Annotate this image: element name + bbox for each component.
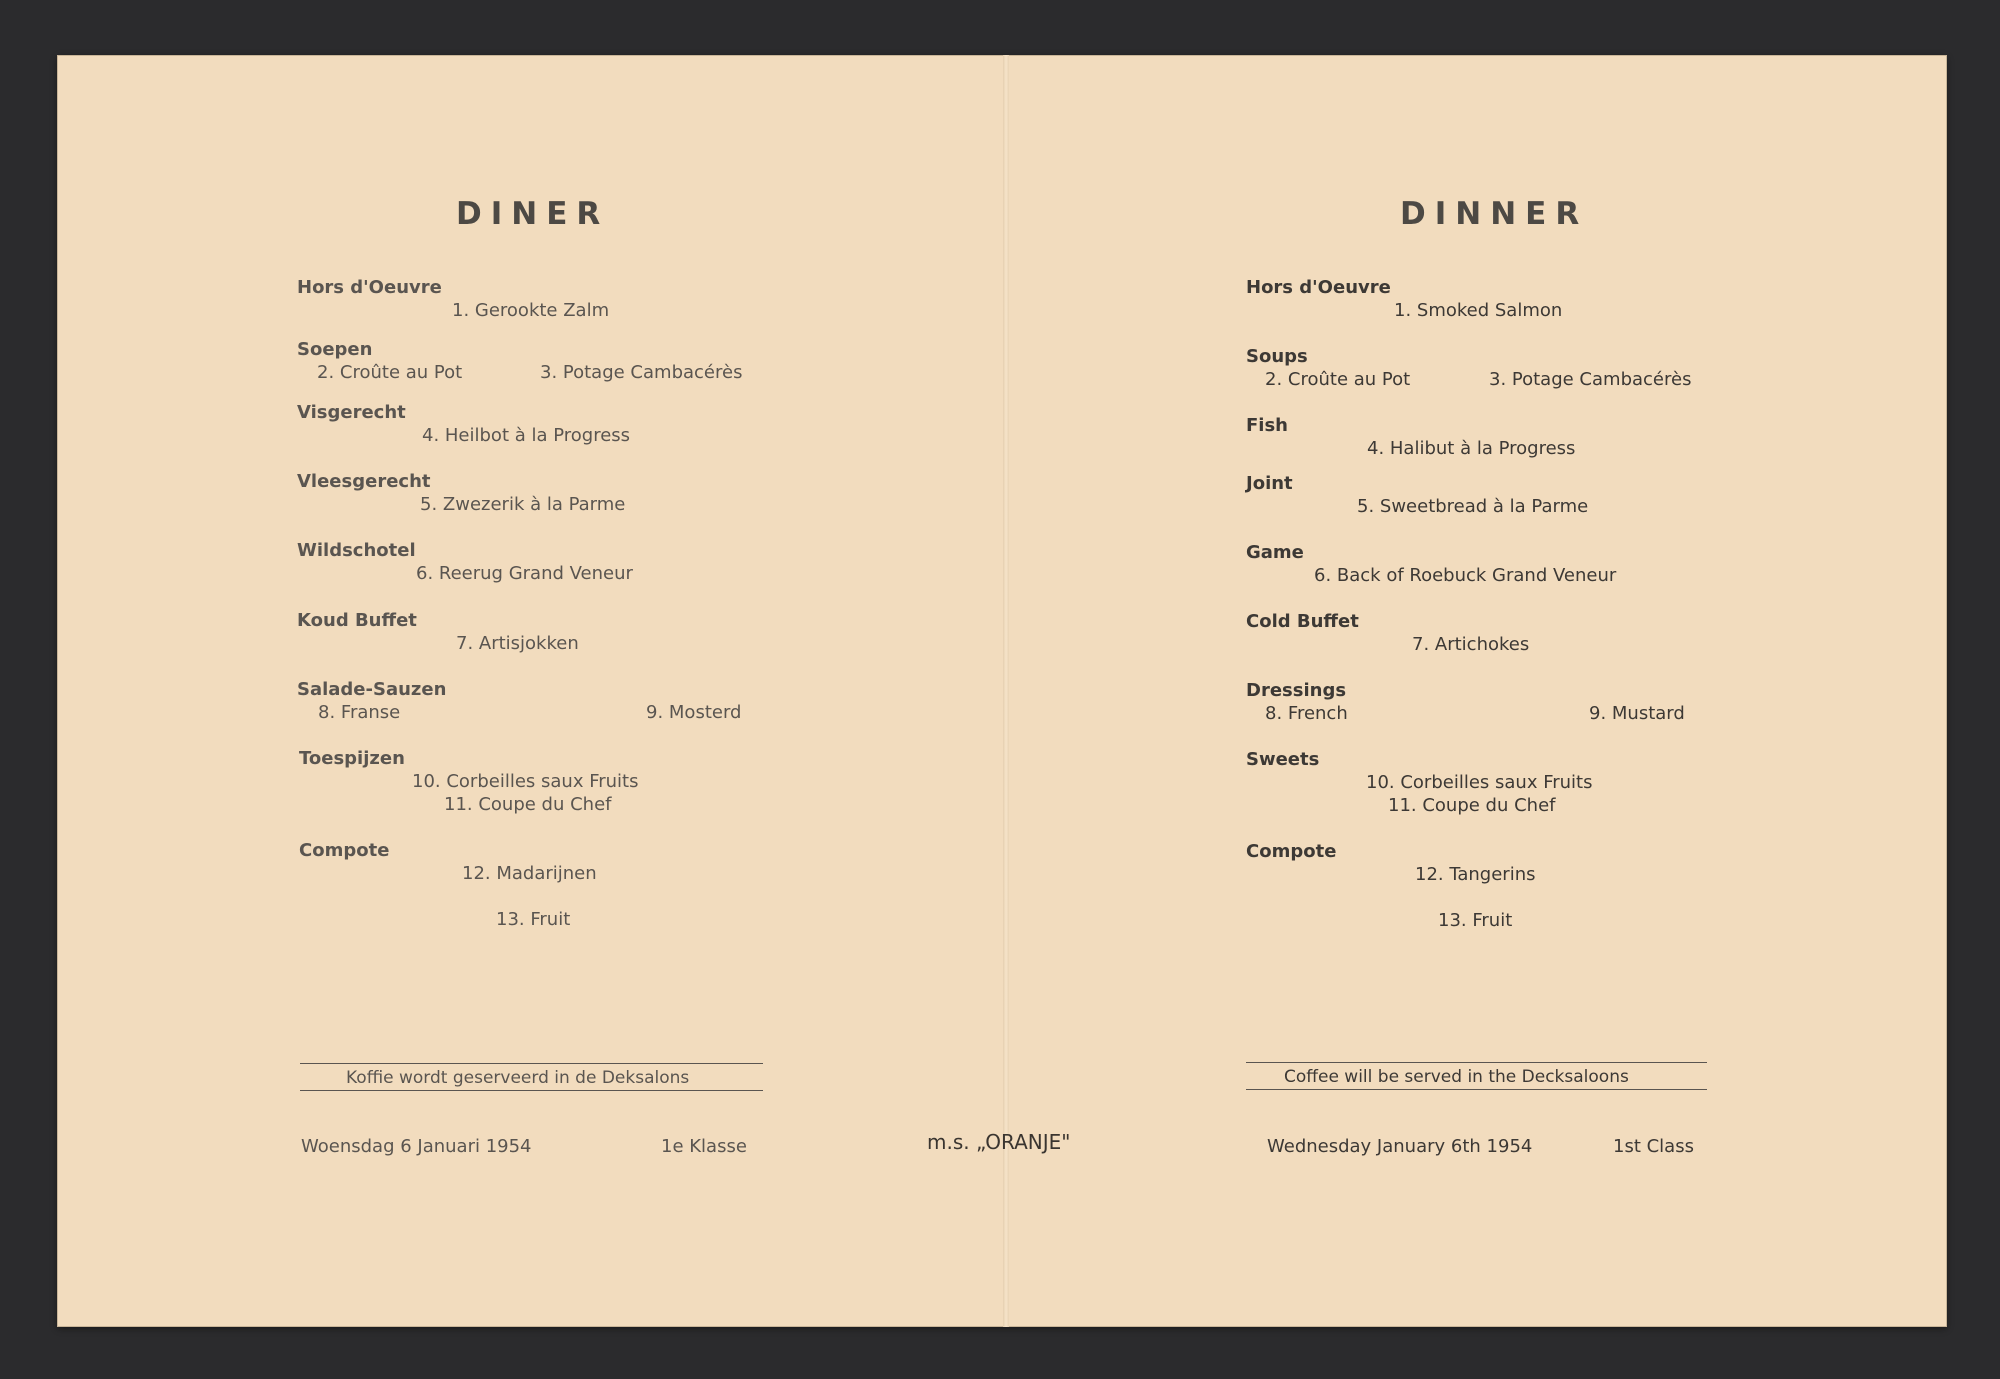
left-item-13: 13. Fruit [496, 909, 571, 930]
left-item-8: 8. Franse [318, 702, 401, 723]
left-category-visgerecht: Visgerecht [297, 402, 406, 423]
right-item-10: 10. Corbeilles saux Fruits [1366, 772, 1593, 793]
right-item-9: 9. Mustard [1589, 703, 1685, 724]
left-item-9: 9. Mosterd [646, 702, 742, 723]
left-item-3: 3. Potage Cambacérès [540, 362, 743, 383]
left-title: DINER [456, 196, 610, 232]
left-category-compote: Compote [299, 840, 390, 861]
left-item-10: 10. Corbeilles saux Fruits [412, 771, 639, 792]
right-item-7: 7. Artichokes [1412, 634, 1530, 655]
right-item-2: 2. Croûte au Pot [1265, 369, 1411, 390]
right-rule-bottom [1246, 1089, 1707, 1090]
left-category-koud-buffet: Koud Buffet [297, 610, 417, 631]
ship-name: m.s. „ORANJE" [927, 1130, 1071, 1154]
left-item-7: 7. Artisjokken [456, 633, 579, 654]
right-item-5: 5. Sweetbread à la Parme [1357, 496, 1589, 517]
left-rule-bottom [300, 1090, 763, 1091]
left-item-1: 1. Gerookte Zalm [452, 300, 610, 321]
left-category-hors-doeuvre: Hors d'Oeuvre [297, 277, 442, 298]
left-category-toespijzen: Toespijzen [299, 748, 405, 769]
left-category-salade-sauzen: Salade-Sauzen [297, 679, 447, 700]
left-coffee-note: Koffie wordt geserveerd in de Deksalons [346, 1068, 690, 1088]
right-rule-top [1246, 1062, 1707, 1063]
right-category-dressings: Dressings [1246, 680, 1347, 701]
right-category-soups: Soups [1246, 346, 1308, 367]
right-date: Wednesday January 6th 1954 [1267, 1136, 1533, 1157]
right-item-12: 12. Tangerins [1415, 864, 1536, 885]
right-item-8: 8. French [1265, 703, 1348, 724]
right-item-1: 1. Smoked Salmon [1394, 300, 1563, 321]
right-title: DINNER [1400, 196, 1589, 232]
left-date: Woensdag 6 Januari 1954 [301, 1136, 532, 1157]
left-item-6: 6. Reerug Grand Veneur [416, 563, 633, 584]
right-category-cold-buffet: Cold Buffet [1246, 611, 1359, 632]
right-category-compote: Compote [1246, 841, 1337, 862]
left-category-soepen: Soepen [297, 339, 373, 360]
left-item-5: 5. Zwezerik à la Parme [420, 494, 626, 515]
right-item-6: 6. Back of Roebuck Grand Veneur [1314, 565, 1617, 586]
left-category-wildschotel: Wildschotel [297, 540, 416, 561]
left-rule-top [300, 1063, 763, 1064]
right-item-3: 3. Potage Cambacérès [1489, 369, 1692, 390]
left-category-vleesgerecht: Vleesgerecht [297, 471, 431, 492]
left-item-11: 11. Coupe du Chef [444, 794, 612, 815]
right-item-13: 13. Fruit [1438, 910, 1513, 931]
right-item-11: 11. Coupe du Chef [1388, 795, 1556, 816]
right-category-hors-doeuvre: Hors d'Oeuvre [1246, 277, 1391, 298]
left-item-12: 12. Madarijnen [462, 863, 597, 884]
right-category-sweets: Sweets [1246, 749, 1320, 770]
right-category-fish: Fish [1246, 415, 1288, 436]
left-item-4: 4. Heilbot à la Progress [422, 425, 631, 446]
left-class: 1e Klasse [661, 1136, 747, 1157]
left-item-2: 2. Croûte au Pot [317, 362, 463, 383]
right-category-joint: Joint [1246, 473, 1293, 494]
right-category-game: Game [1246, 542, 1304, 563]
right-item-4: 4. Halibut à la Progress [1367, 438, 1576, 459]
right-coffee-note: Coffee will be served in the Decksaloons [1284, 1067, 1629, 1087]
right-class: 1st Class [1613, 1136, 1694, 1157]
